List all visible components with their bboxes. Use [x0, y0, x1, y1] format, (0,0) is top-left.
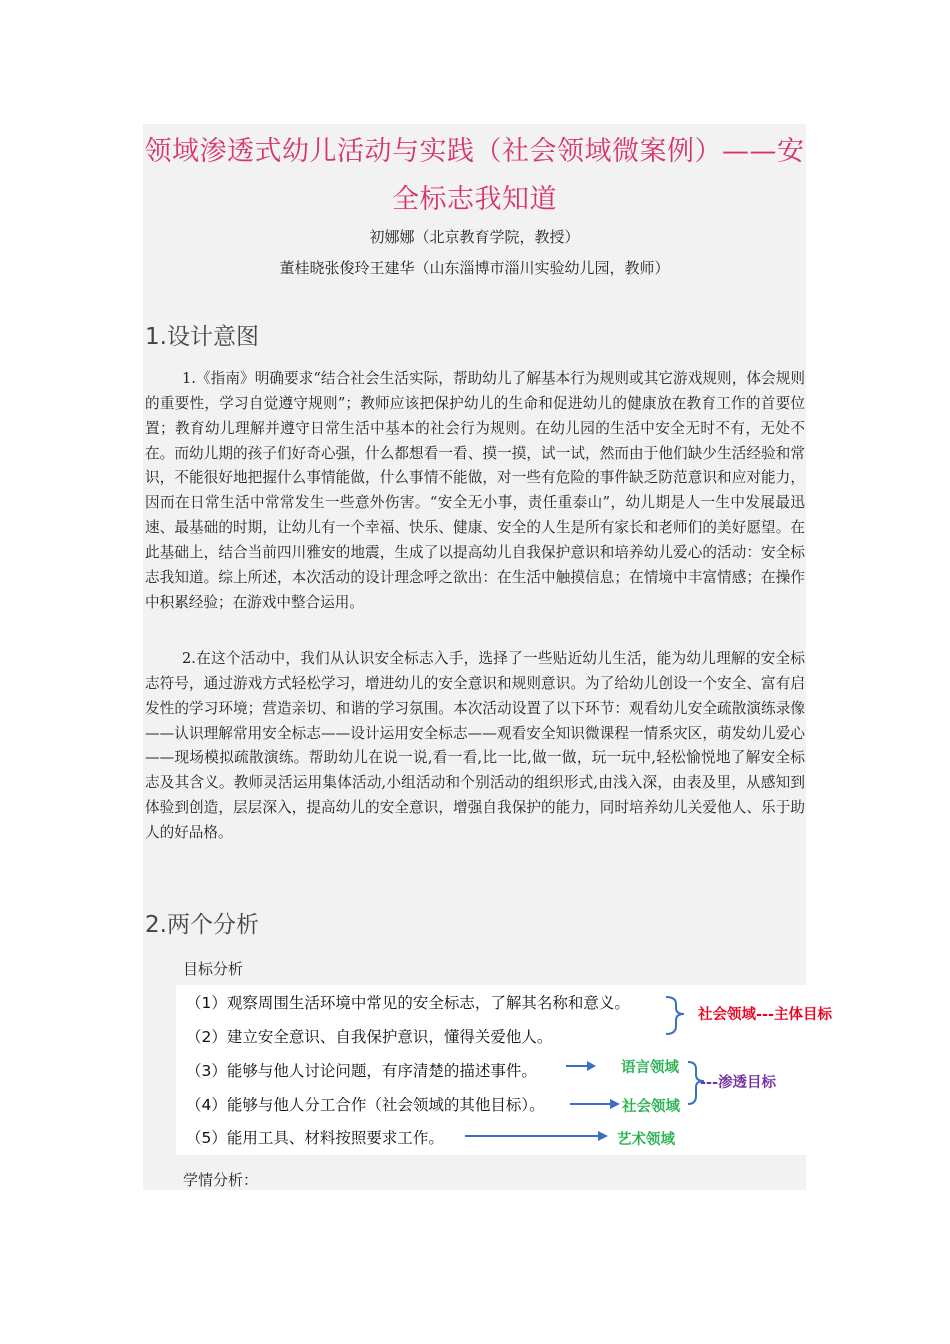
- goal-item-5: （5）能用工具、材料按照要求工作。: [186, 1129, 444, 1147]
- tag-main-goal: 社会领域---主体目标: [698, 1007, 833, 1023]
- section-heading-design: 1.设计意图: [145, 324, 259, 350]
- author-line-2: 董桂晓张俊玲王建华（山东淄博市淄川实验幼儿园，教师）: [279, 259, 670, 277]
- learner-analysis-label: 学情分析：: [183, 1171, 259, 1189]
- goal-item-4: （4）能够与他人分工合作（社会领域的其他目标）。: [186, 1096, 545, 1114]
- tag-infiltration: ---渗透目标: [700, 1075, 777, 1091]
- design-paragraph-2: 2.在这个活动中，我们从认识安全标志入手，选择了一些贴近幼儿生活，能为幼儿理解的安全标志符号，通过游戏方式轻松学习，增进幼儿的安全意识和规则意识。为了给幼儿创设一个安全、富有启发性的学习环境；营造亲切、和谐的学习氛围。本次活动设置了以下环节：观看幼儿安全疏散演练录像——认识理解常用安全标志——设计运用安全标志——观看安全知识微课程一情系灾区，萌发幼儿爱心——现场模拟疏散演练。帮助幼儿在说一说,看一看,比一比,做一做，玩一玩中,轻松愉悦地了解安全标志及其含义。教师灵活运用集体活动,小组活动和个别活动的组织形式,由浅入深，由表及里，从感知到体验到创造，层层深入，提高幼儿的安全意识，增强自我保护的能力，同时培养幼儿关爱他人、乐于助人的好品格。: [145, 650, 805, 841]
- tag-language: 语言领域: [621, 1060, 679, 1076]
- goal-item-1: （1）观察周围生活环境中常见的安全标志，了解其名称和意义。: [186, 994, 630, 1012]
- tag-social: 社会领域: [622, 1099, 680, 1115]
- design-paragraph-1: 1.《指南》明确要求“结合社会生活实际，帮助幼儿了解基本行为规则或其它游戏规则，体会规则的重要性，学习自觉遵守规则”；教师应该把保护幼儿的生命和促进幼儿的健康放在教育工作的首要位置；教育幼儿理解并遵守日常生活中基本的社会行为规则。在幼儿园的生活中安全无时不有，无处不在。而幼儿期的孩子们好奇心强，什么都想看一看、摸一摸，试一试，然而由于他们缺少生活经验和常识，不能很好地把握什么事情能做，什么事情不能做，对一些有危险的事件缺乏防范意识和应对能力，因而在日常生活中常常发生一些意外伤害。“安全无小事，责任重泰山”，幼儿期是人一生中发展最迅速、最基础的时期，让幼儿有一个幸福、快乐、健康、安全的人生是所有家长和老师们的美好愿望。在此基础上，结合当前四川雅安的地震，生成了以提高幼儿自我保护意识和培养幼儿爱心的活动：安全标志我知道。综上所述，本次活动的设计理念呼之欲出：在生活中触摸信息；在情境中丰富情感；在操作中积累经验；在游戏中整合运用。: [145, 370, 805, 611]
- page-title: 领域渗透式幼儿活动与实践（社会领域微案例）——安全标志我知道: [144, 136, 805, 215]
- author-line-1: 初娜娜（北京教育学院，教授）: [369, 228, 580, 246]
- goal-item-2: （2）建立安全意识、自我保护意识，懂得关爱他人。: [186, 1028, 553, 1046]
- goal-analysis-label: 目标分析: [183, 960, 244, 978]
- tag-art: 艺术领域: [617, 1132, 675, 1148]
- section-heading-analysis: 2.两个分析: [145, 912, 259, 938]
- goal-item-3: （3）能够与他人讨论问题，有序清楚的描述事件。: [186, 1062, 537, 1080]
